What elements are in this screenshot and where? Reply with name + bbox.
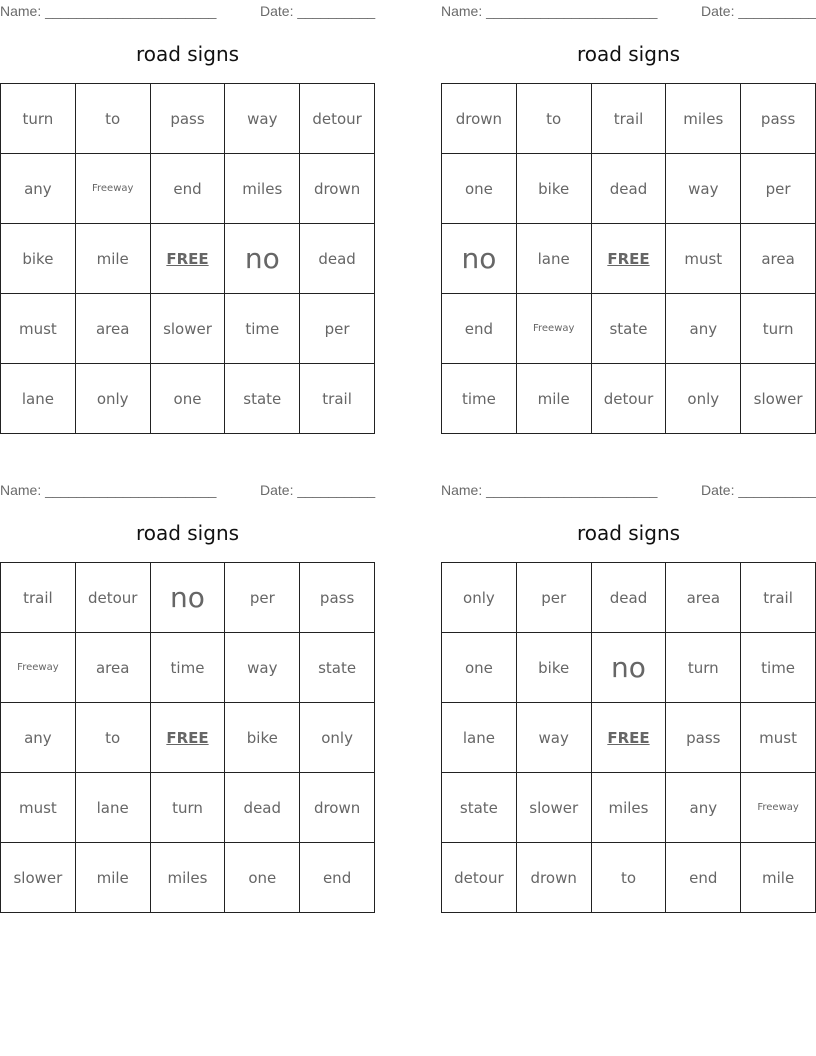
bingo-cell: turn [741, 294, 816, 364]
bingo-card-4 [441, 479, 816, 911]
bingo-cell: must [1, 294, 76, 364]
bingo-cell: state [300, 633, 375, 703]
bingo-cell: drown [300, 773, 375, 843]
bingo-cell: pass [741, 84, 816, 154]
bingo-cell: time [741, 633, 816, 703]
bingo-cell: no [592, 633, 667, 703]
free-space-cell: FREE [151, 224, 226, 294]
bingo-cell: way [517, 703, 592, 773]
bingo-cell: lane [76, 773, 151, 843]
bingo-grid [441, 562, 816, 913]
bingo-cell: one [442, 633, 517, 703]
date-field[interactable]: Date: __________ [260, 482, 376, 498]
bingo-cell: to [592, 843, 667, 913]
bingo-cell: slower [151, 294, 226, 364]
bingo-cell: pass [151, 84, 226, 154]
bingo-cell: dead [592, 563, 667, 633]
bingo-cell: only [76, 364, 151, 434]
name-field[interactable]: Name: ______________________ [0, 482, 217, 498]
bingo-cell: detour [300, 84, 375, 154]
bingo-cell: area [76, 633, 151, 703]
bingo-cell: slower [741, 364, 816, 434]
bingo-cell: turn [1, 84, 76, 154]
bingo-cell: per [517, 563, 592, 633]
card-header [441, 479, 816, 501]
bingo-cell: one [225, 843, 300, 913]
bingo-card-3 [0, 479, 375, 911]
bingo-cell: no [151, 563, 226, 633]
bingo-cell: Freeway [76, 154, 151, 224]
bingo-cell: pass [300, 563, 375, 633]
bingo-cell: any [1, 703, 76, 773]
bingo-cell: end [151, 154, 226, 224]
name-field[interactable]: Name: ______________________ [0, 3, 217, 19]
free-space-cell: FREE [151, 703, 226, 773]
bingo-cell: no [225, 224, 300, 294]
bingo-cell: time [151, 633, 226, 703]
bingo-cell: time [442, 364, 517, 434]
bingo-cell: miles [151, 843, 226, 913]
bingo-cell: bike [517, 633, 592, 703]
bingo-cell: only [442, 563, 517, 633]
bingo-cell: miles [225, 154, 300, 224]
name-field[interactable]: Name: ______________________ [441, 3, 658, 19]
bingo-cell: drown [517, 843, 592, 913]
bingo-cell: per [741, 154, 816, 224]
bingo-cell: to [76, 703, 151, 773]
bingo-cell: lane [442, 703, 517, 773]
bingo-cell: bike [225, 703, 300, 773]
card-title: road signs [135, 521, 240, 545]
bingo-cell: dead [225, 773, 300, 843]
bingo-cell: detour [76, 563, 151, 633]
bingo-cell: lane [1, 364, 76, 434]
bingo-grid [0, 562, 375, 913]
bingo-cell: trail [741, 563, 816, 633]
bingo-cell: detour [442, 843, 517, 913]
card-header [0, 0, 375, 22]
bingo-cell: state [592, 294, 667, 364]
bingo-cell: per [225, 563, 300, 633]
bingo-cell: way [225, 84, 300, 154]
bingo-cell: area [666, 563, 741, 633]
date-field[interactable]: Date: __________ [701, 3, 816, 19]
free-space-cell: FREE [592, 703, 667, 773]
bingo-cell: no [442, 224, 517, 294]
bingo-cell: turn [151, 773, 226, 843]
bingo-cell: end [442, 294, 517, 364]
bingo-cell: mile [76, 224, 151, 294]
card-header [441, 0, 816, 22]
bingo-cell: only [666, 364, 741, 434]
bingo-cell: end [300, 843, 375, 913]
bingo-cell: trail [1, 563, 76, 633]
bingo-cell: slower [1, 843, 76, 913]
date-field[interactable]: Date: __________ [701, 482, 816, 498]
card-title: road signs [576, 42, 681, 66]
bingo-cell: mile [76, 843, 151, 913]
bingo-cell: drown [300, 154, 375, 224]
bingo-cell: per [300, 294, 375, 364]
bingo-cell: state [442, 773, 517, 843]
bingo-cell: state [225, 364, 300, 434]
bingo-cell: any [666, 294, 741, 364]
bingo-cell: Freeway [741, 773, 816, 843]
bingo-cell: area [741, 224, 816, 294]
bingo-cell: slower [517, 773, 592, 843]
bingo-cell: dead [592, 154, 667, 224]
bingo-cell: trail [592, 84, 667, 154]
bingo-cell: any [666, 773, 741, 843]
bingo-cell: miles [592, 773, 667, 843]
bingo-cell: must [666, 224, 741, 294]
bingo-cell: drown [442, 84, 517, 154]
bingo-cell: Freeway [1, 633, 76, 703]
bingo-cell: way [225, 633, 300, 703]
bingo-cell: mile [517, 364, 592, 434]
bingo-grid [441, 83, 816, 434]
bingo-cell: mile [741, 843, 816, 913]
bingo-cell: must [1, 773, 76, 843]
free-space-cell: FREE [592, 224, 667, 294]
bingo-cell: one [442, 154, 517, 224]
bingo-cell: to [517, 84, 592, 154]
bingo-cell: detour [592, 364, 667, 434]
date-field[interactable]: Date: __________ [260, 3, 376, 19]
bingo-cell: miles [666, 84, 741, 154]
bingo-cell: any [1, 154, 76, 224]
bingo-cell: trail [300, 364, 375, 434]
bingo-cell: dead [300, 224, 375, 294]
bingo-cell: bike [517, 154, 592, 224]
bingo-cell: bike [1, 224, 76, 294]
bingo-cell: Freeway [517, 294, 592, 364]
card-title: road signs [135, 42, 240, 66]
name-field[interactable]: Name: ______________________ [441, 482, 658, 498]
bingo-cell: end [666, 843, 741, 913]
bingo-cell: only [300, 703, 375, 773]
card-title: road signs [576, 521, 681, 545]
bingo-cell: one [151, 364, 226, 434]
bingo-cell: way [666, 154, 741, 224]
bingo-card-2 [441, 0, 816, 432]
bingo-cell: area [76, 294, 151, 364]
bingo-cell: turn [666, 633, 741, 703]
bingo-card-1 [0, 0, 375, 432]
bingo-cell: pass [666, 703, 741, 773]
card-header [0, 479, 375, 501]
bingo-cell: time [225, 294, 300, 364]
bingo-cell: to [76, 84, 151, 154]
bingo-cell: must [741, 703, 816, 773]
bingo-grid [0, 83, 375, 434]
bingo-cell: lane [517, 224, 592, 294]
